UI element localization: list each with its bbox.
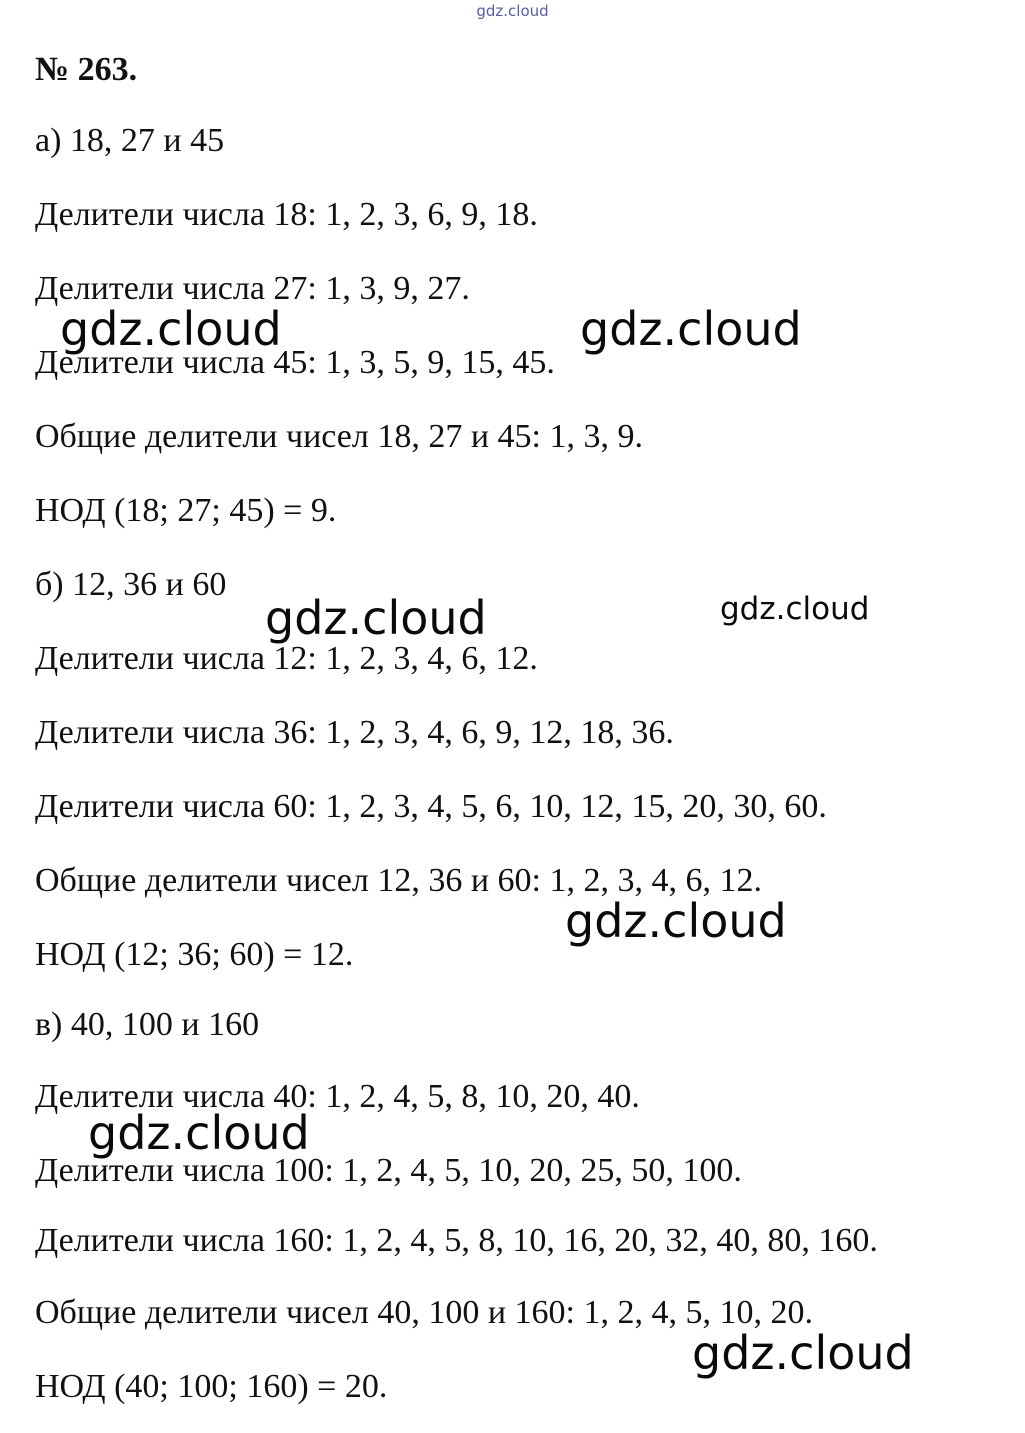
watermark: gdz.cloud <box>60 302 282 356</box>
solution-line: Делители числа 160: 1, 2, 4, 5, 8, 10, 16, 20, 32, 40, 80, 160. <box>35 1222 878 1259</box>
gcd-result-b: НОД (12; 36; 60) = 12. <box>35 936 354 973</box>
solution-line-c-header: в) 40, 100 и 160 <box>35 1006 260 1043</box>
solution-line: Делители числа 12: 1, 2, 3, 4, 6, 12. <box>35 640 538 677</box>
watermark: gdz.cloud <box>692 1326 914 1380</box>
solution-line: Делители числа 100: 1, 2, 4, 5, 10, 20, 25, 50, 100. <box>35 1152 742 1189</box>
watermark: gdz.cloud <box>565 894 787 948</box>
watermark: gdz.cloud <box>580 302 802 356</box>
watermark-top: gdz.cloud <box>476 2 549 20</box>
solution-line: Общие делители чисел 12, 36 и 60: 1, 2, 3, 4, 6, 12. <box>35 862 762 899</box>
task-number-heading: № 263. <box>35 51 138 88</box>
solution-line: Общие делители чисел 18, 27 и 45: 1, 3, 9. <box>35 418 643 455</box>
solution-line: Делители числа 27: 1, 3, 9, 27. <box>35 270 470 307</box>
watermark: gdz.cloud <box>88 1106 310 1160</box>
solution-line: Делители числа 18: 1, 2, 3, 6, 9, 18. <box>35 196 538 233</box>
solution-line: Делители числа 36: 1, 2, 3, 4, 6, 9, 12, 18, 36. <box>35 714 674 751</box>
watermark: gdz.cloud <box>265 591 487 645</box>
solution-line: Общие делители чисел 40, 100 и 160: 1, 2, 4, 5, 10, 20. <box>35 1294 813 1331</box>
solution-line-a-header: а) 18, 27 и 45 <box>35 122 225 159</box>
solution-line: Делители числа 40: 1, 2, 4, 5, 8, 10, 20, 40. <box>35 1078 640 1115</box>
solution-line: Делители числа 60: 1, 2, 3, 4, 5, 6, 10, 12, 15, 20, 30, 60. <box>35 788 827 825</box>
solution-line-b-header: б) 12, 36 и 60 <box>35 566 227 603</box>
gcd-result-a: НОД (18; 27; 45) = 9. <box>35 492 337 529</box>
watermark: gdz.cloud <box>720 591 870 627</box>
solution-line: Делители числа 45: 1, 3, 5, 9, 15, 45. <box>35 344 555 381</box>
gcd-result-c: НОД (40; 100; 160) = 20. <box>35 1368 388 1405</box>
